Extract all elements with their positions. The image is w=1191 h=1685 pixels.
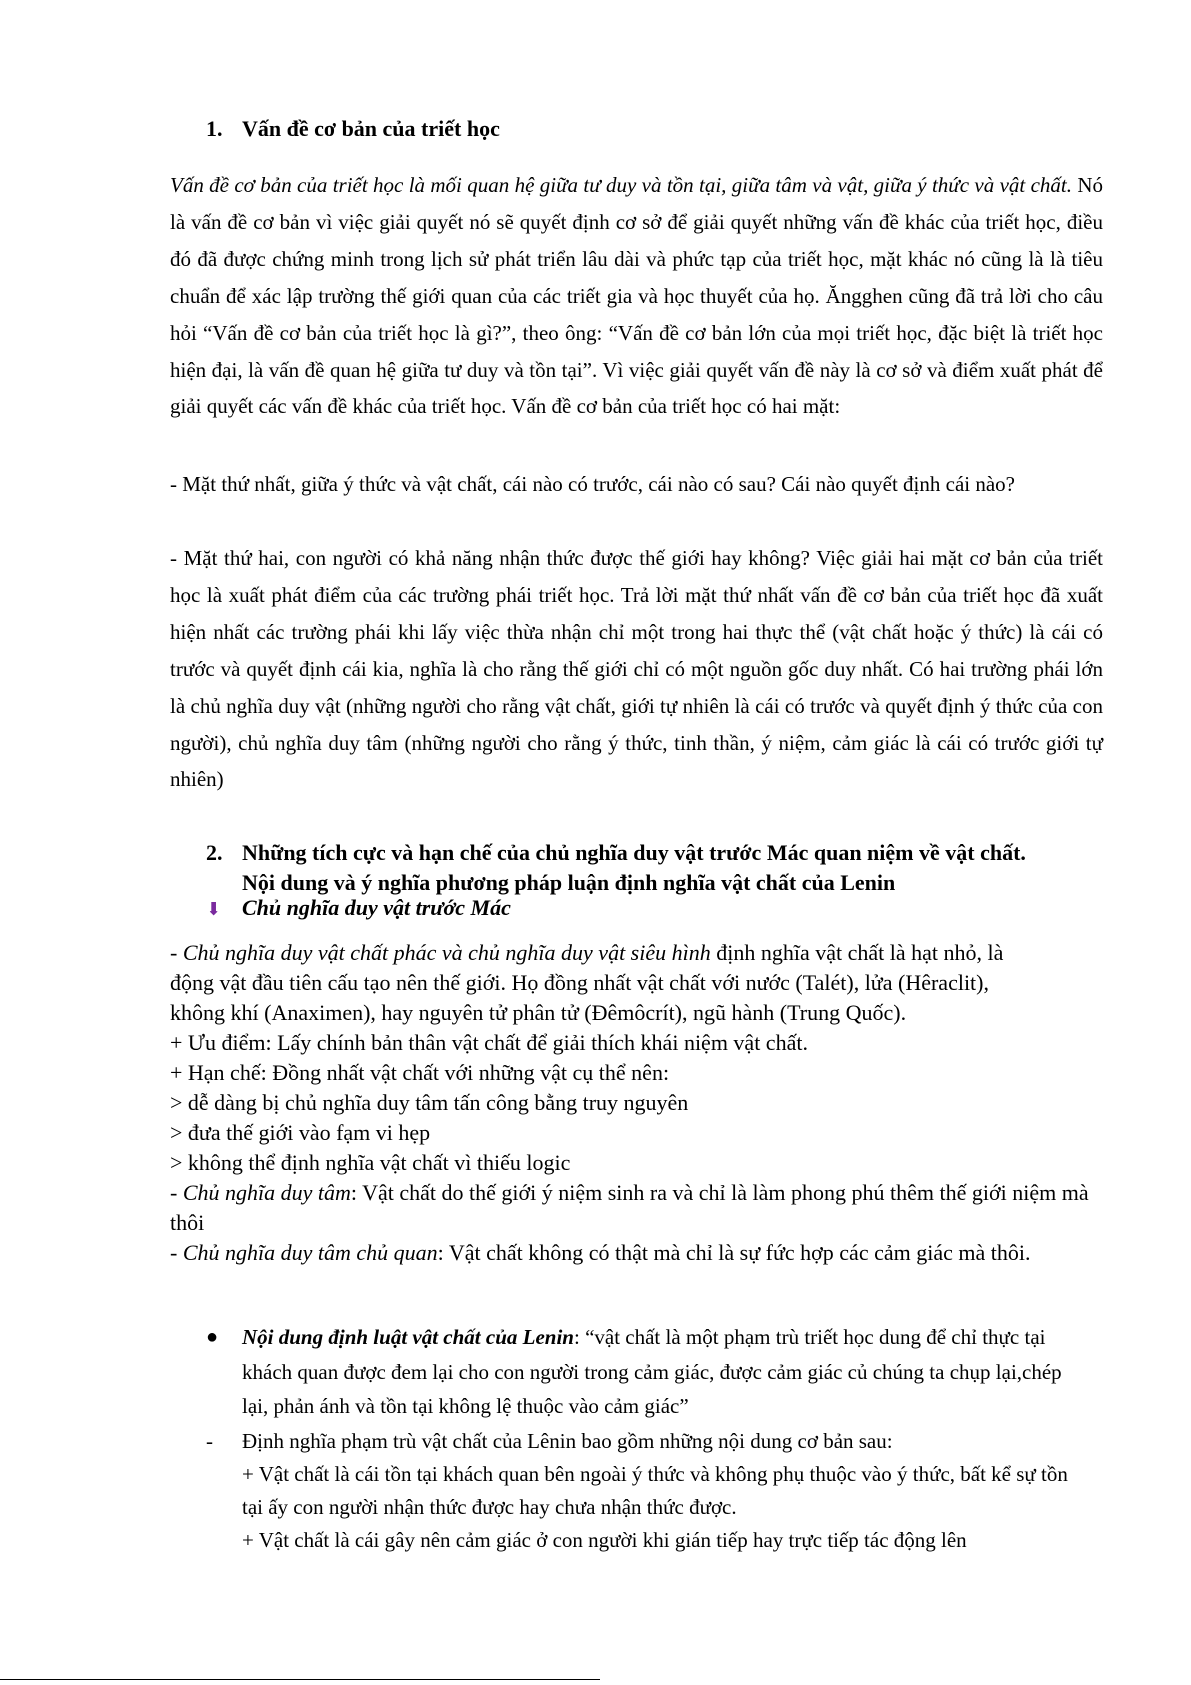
dash-intro: Định nghĩa phạm trù vật chất của Lênin bao gồm những nội dung cơ bản sau: xyxy=(242,1429,893,1453)
section-1-number: 1. xyxy=(206,116,223,141)
list-item-idealism: - Chủ nghĩa duy tâm: Vật chất do thế giới ý niệm sinh ra và chỉ là làm phong phú thêm thế giới niệm mà thôi xyxy=(170,1180,1089,1235)
dash-point-2: + Vật chất là cái gây nên cảm giác ở con người khi gián tiếp hay trực tiếp tác động lên xyxy=(242,1528,967,1552)
section-2-number: 2. xyxy=(206,840,223,865)
footnote-separator-line xyxy=(0,1679,600,1680)
list-item-subjective-idealism: - Chủ nghĩa duy tâm chủ quan: Vật chất không có thật mà chỉ là sự fức hợp các cảm giác mà thôi. xyxy=(170,1240,1031,1265)
section-1-heading xyxy=(206,114,500,144)
arrow-down-bullet-icon: ⬇ xyxy=(206,899,222,919)
aspect-1-paragraph: - Mặt thứ nhất, giữa ý thức và vật chất, cái nào có trước, cái nào có sau? Cái nào quyết định cái nào? xyxy=(170,472,1015,496)
materialism-list xyxy=(170,938,1105,1268)
list-item: động vật đầu tiên cấu tạo nên thế giới. Họ đồng nhất vật chất với nước (Talét), lửa (Hêraclit), xyxy=(170,970,989,995)
list-item-con-b: > đưa thế giới vào fạm vi hẹp xyxy=(170,1120,431,1145)
lenin-definition-bullet xyxy=(206,1320,1086,1424)
list-item: - Chủ nghĩa duy vật chất phác và chủ nghĩa duy vật siêu hình định nghĩa vật chất là hạt nhỏ, là xyxy=(170,940,1004,965)
list-item-pro: + Ưu điểm: Lấy chính bản thân vật chất để giải thích khái niệm vật chất. xyxy=(170,1030,808,1055)
list-item-con-c: > không thể định nghĩa vật chất vì thiếu logic xyxy=(170,1150,571,1175)
section-1-title: Vấn đề cơ bản của triết học xyxy=(242,116,500,141)
bullet-dot-icon: ● xyxy=(206,1326,219,1348)
bullet-text: : “vật chất là một phạm trù triết học dung để chỉ thực tại khách quan được đem lại cho con người trong cảm giác, được cảm giác củ chúng ta chụp lại,chép lại, phản ánh và tồn tại không lệ thuộc vào cảm giác” xyxy=(242,1325,1062,1418)
aspect-2-paragraph: - Mặt thứ hai, con người có khả năng nhận thức được thế giới hay không? Việc giải hai mặt cơ bản của triết học là xuất phát điểm của các trường phái triết học. Trả lời mặt thứ nhất vấn đề cơ bản của triết học đã xuất hiện nhất các trường phái khi lấy việc thừa nhận chỉ một trong hai thực thể (vật chất hoặc ý thức) là cái có trước và quyết định cái kia, nghĩa là cho rằng thế giới chỉ có một nguồn gốc duy nhất. Có hai trường phái lớn là chủ nghĩa duy vật (những người cho rằng vật chất, giới tự nhiên là cái có trước và quyết định ý thức của con người), chủ nghĩa duy tâm (những người cho rằng ý thức, tinh thần, ý niệm, cảm giác là cái có trước giới tự nhiên) xyxy=(170,546,1103,792)
intro-body-text: Nó là vấn đề cơ bản vì việc giải quyết nó sẽ quyết định cơ sở để giải quyết những vấn đề khác của triết học, điều đó đã được chứng minh trong lịch sử phát triển lâu dài và phức tạp của triết học, mặt khác nó cũng là là tiêu chuẩn để xác lập trường thế giới quan của các triết gia và học thuyết của họ. Ăngghen cũng đã trả lời cho câu hỏi “Vấn đề cơ bản của triết học là gì?”, theo ông: “Vấn đề cơ bản lớn của mọi triết học, đặc biệt là triết học hiện đại, là vấn đề quan hệ giữa tư duy và tồn tại”. Vì việc giải quyết vấn đề này là cơ sở và điểm xuất phát để giải quyết các vấn đề khác của triết học. Vấn đề cơ bản của triết học có hai mặt: xyxy=(170,173,1103,419)
bullet-label: Nội dung định luật vật chất của Lenin xyxy=(242,1325,574,1349)
section-2-title-line-1: Những tích cực và hạn chế của chủ nghĩa duy vật trước Mác quan niệm về vật chất. xyxy=(242,840,1026,865)
list-item: không khí (Anaximen), hay nguyên tử phân tử (Đêmôcrít), ngũ hành (Trung Quốc). xyxy=(170,1000,907,1025)
intro-italic-definition: Vấn đề cơ bản của triết học là mối quan hệ giữa tư duy và tồn tại, giữa tâm và vật, giữa ý thức và vật chất. xyxy=(170,173,1072,197)
section-1-intro-paragraph xyxy=(170,167,1103,425)
lenin-content-list xyxy=(206,1425,1086,1557)
section-2-heading xyxy=(206,838,1106,898)
section-2-title-line-2: Nội dung và ý nghĩa phương pháp luận định nghĩa vật chất của Lenin xyxy=(242,870,896,895)
dash-point-1: + Vật chất là cái tồn tại khách quan bên ngoài ý thức và không phụ thuộc vào ý thức, bất kể sự tồn tại ấy con người nhận thức được hay chưa nhận thức được. xyxy=(242,1462,1068,1519)
subheading-materialism-before-marx xyxy=(206,893,511,924)
list-item-con-a: > dễ dàng bị chủ nghĩa duy tâm tấn công bằng truy nguyên xyxy=(170,1090,689,1115)
subheading-text: Chủ nghĩa duy vật trước Mác xyxy=(242,895,511,920)
list-item-con: + Hạn chế: Đồng nhất vật chất với những vật cụ thể nên: xyxy=(170,1060,670,1085)
dash-mark: - xyxy=(206,1429,213,1453)
